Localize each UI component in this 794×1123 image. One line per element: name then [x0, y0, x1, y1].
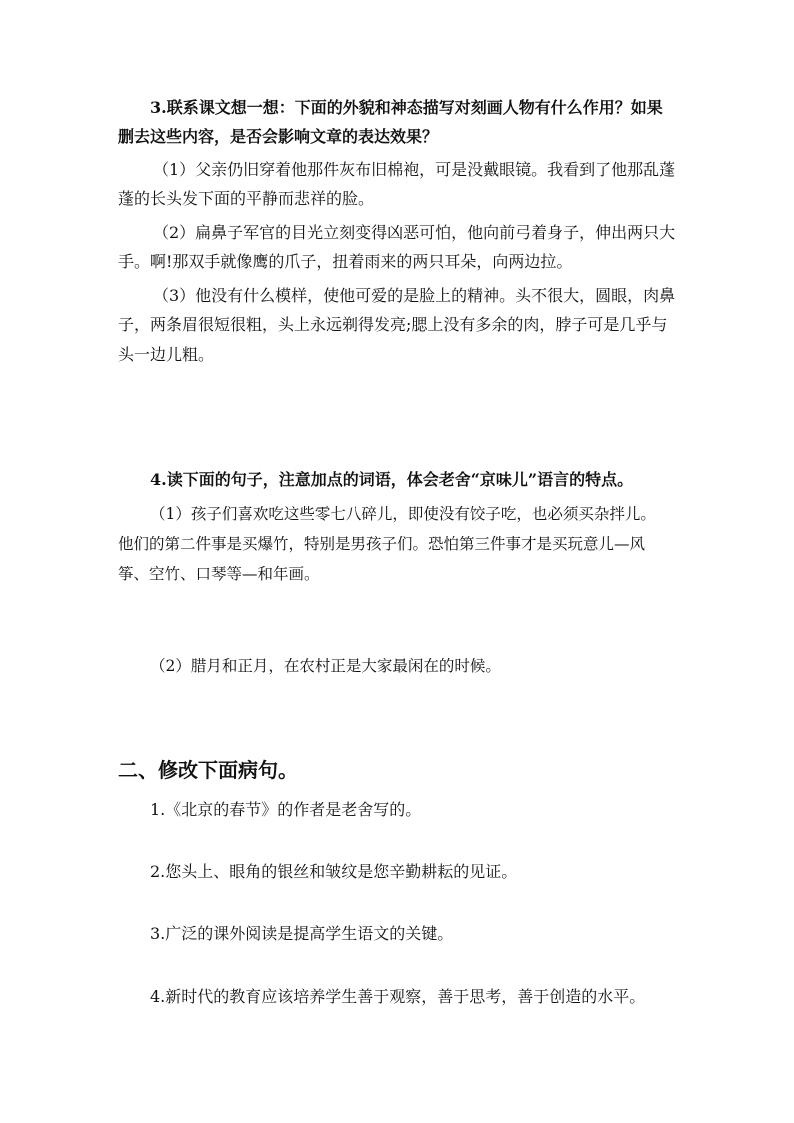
q3-item3-line3: 头一边儿粗。 — [118, 345, 215, 364]
q3-title-line1: 3.联系课文想一想：下面的外貌和神态描写对刻画人物有什么作用？如果 — [150, 98, 663, 117]
q4-item2: （2）腊月和正月，在农村正是大家最闲在的时候。 — [150, 657, 501, 675]
section2-sentence-4: 4.新时代的教育应该培养学生善于观察，善于思考，善于创造的水平。 — [150, 987, 646, 1006]
q3-item1-line1: （1）父亲仍旧穿着他那件灰布旧棉袍，可是没戴眼镜。我看到了他那乱蓬 — [153, 160, 676, 179]
q3-item2-line2: 手。啊!那双手就像鹰的爪子，扭着雨来的两只耳朵，向两边拉。 — [118, 252, 573, 271]
q3-title-line2: 删去这些内容，是否会影响文章的表达效果？ — [118, 127, 439, 146]
q4-item1-line2: 他们的第二件事是买爆竹，特别是男孩子们。恐怕第三件事才是买玩意儿—风 — [118, 535, 646, 553]
section2-sentence-1: 1.《北京的春节》的作者是老舍写的。 — [150, 800, 422, 819]
section2-sentence-3: 3.广泛的课外阅读是提高学生语文的关键。 — [150, 924, 454, 943]
q4-item1-line1: （1）孩子们喜欢吃这些零七八碎儿，即使没有饺子吃，也必须买杂拌儿。 — [150, 505, 656, 523]
q3-item3-line1: （3）他没有什么模样，使他可爱的是脸上的精神。头不很大，圆眼，肉鼻 — [153, 286, 676, 305]
q4-item1-line3: 筝、空竹、口琴等—和年画。 — [118, 565, 320, 583]
q3-item2-line1: （2）扁鼻子军官的目光立刻变得凶恶可怕，他向前弓着身子，伸出两只大 — [153, 223, 676, 242]
q3-item3-line2: 子，两条眉很短很粗，头上永远剃得发亮;腮上没有多余的肉，脖子可是几乎与 — [118, 315, 668, 334]
section2-sentence-2: 2.您头上、眼角的银丝和皱纹是您辛勤耕耘的见证。 — [150, 862, 518, 881]
q3-item1-line2: 蓬的长头发下面的平静而悲祥的脸。 — [118, 189, 375, 208]
q4-title: 4.读下面的句子，注意加点的词语，体会老舍“京味儿”语言的特点。 — [150, 470, 634, 489]
section2-heading: 二、修改下面病句。 — [118, 758, 298, 782]
